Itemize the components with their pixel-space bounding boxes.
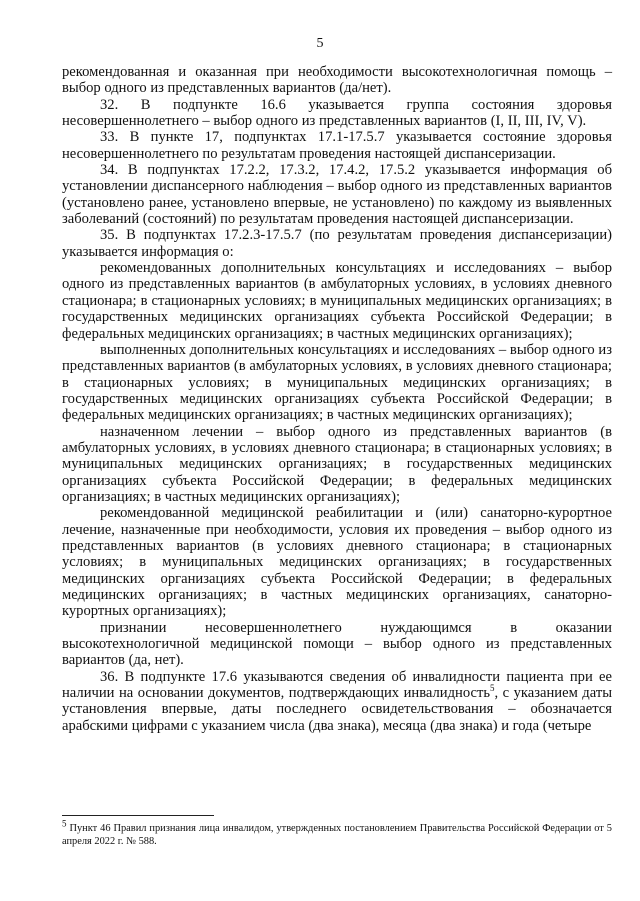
paragraph-36 [62,669,612,734]
paragraph-35: 35. В подпунктах 17.2.3-17.5.7 (по результатам проведения диспансеризации) указывается информация о: [62,227,612,260]
paragraph-36-text-end: , с указанием даты установления впервые, даты последнего освидетельствования – обозначается арабскими цифрами с указанием числа (два знака), месяца (два знака) и года (четыре [62,685,612,734]
footnote-text: Пункт 46 Правил признания лица инвалидом, утвержденных постановлением Правительства Российской Федерации от 5 апреля 2022 г. № 588. [62,823,612,847]
paragraph-33: 33. В пункте 17, подпунктах 17.1-17.5.7 указывается состояние здоровья несовершеннолетнего по результатам проведения настоящей диспансеризации. [62,129,612,162]
paragraph-34: 34. В подпунктах 17.2.2, 17.3.2, 17.4.2, 17.5.2 указывается информация об установлении диспансерного наблюдения – выбор одного из представленных вариантов (установлено ранее, установлено впервые, не установлено) по каждому из выявленных заболеваний (состояний) по результатам проведения настоящей диспансеризации. [62,162,612,228]
paragraph-35-item-hightech: признании несовершеннолетнего нуждающимся в оказании высокотехнологичной медицинской помощи – выбор одного из представленных вариантов (да, нет). [62,619,612,669]
paragraph-35-item-performed: выполненных дополнительных консультациях и исследованиях – выбор одного из представленных вариантов (в амбулаторных условиях, в условиях дневного стационара; в стационарных условиях; в муниципальных медицинских организациях; в государственных медицинских организациях субъекта Российской Федерации; в федеральных медицинских организациях; в частных медицинских организациях); [62,341,612,424]
paragraph-35-item-rehabilitation: рекомендованной медицинской реабилитации и (или) санаторно-курортное лечение, назначенные при необходимости, условия их проведения – выбор одного из представленных вариантов (в условиях дневного стационара; в стационарных условиях; в муниципальных медицинских организациях; в государственных медицинских организациях субъекта Российской Федерации; в федеральных медицинских организациях; в частных медицинских организациях, санаторно-курортных организациях); [62,505,612,620]
paragraph-35-item-recommended: рекомендованных дополнительных консультациях и исследованиях – выбор одного из представленных вариантов (в амбулаторных условиях, в условиях дневного стационара; в стационарных условиях; в муниципальных медицинских организациях; в государственных медицинских организациях субъекта Российской Федерации; в федеральных медицинских организациях; в частных медицинских организациях); [62,260,612,342]
document-body [62,64,612,734]
page-number: 5 [316,36,324,51]
paragraph-continuation: рекомендованная и оказанная при необходимости высокотехнологичная помощь – выбор одного из представленных вариантов (да/нет). [62,64,612,97]
footnote [62,818,612,848]
paragraph-36-text-start: 36. В подпункте 17.6 указываются сведения об инвалидности пациента при ее наличии на основании документов, подтверждающих инвалидность [62,668,612,702]
footnote-divider [62,815,214,816]
footnote-marker: 5 [62,818,67,829]
paragraph-32: 32. В подпункте 16.6 указывается группа состояния здоровья несовершеннолетнего – выбор одного из представленных вариантов (I, II, III, IV, V). [62,96,612,130]
paragraph-35-item-treatment: назначенном лечении – выбор одного из представленных вариантов (в амбулаторных условиях, в условиях дневного стационара; в стационарных условиях; в муниципальных медицинских организациях; в государственных медицинских организациях субъекта Российской Федерации; в федеральных медицинских организациях; в частных медицинских организациях); [62,423,612,505]
footnote-reference: 5 [490,683,495,694]
